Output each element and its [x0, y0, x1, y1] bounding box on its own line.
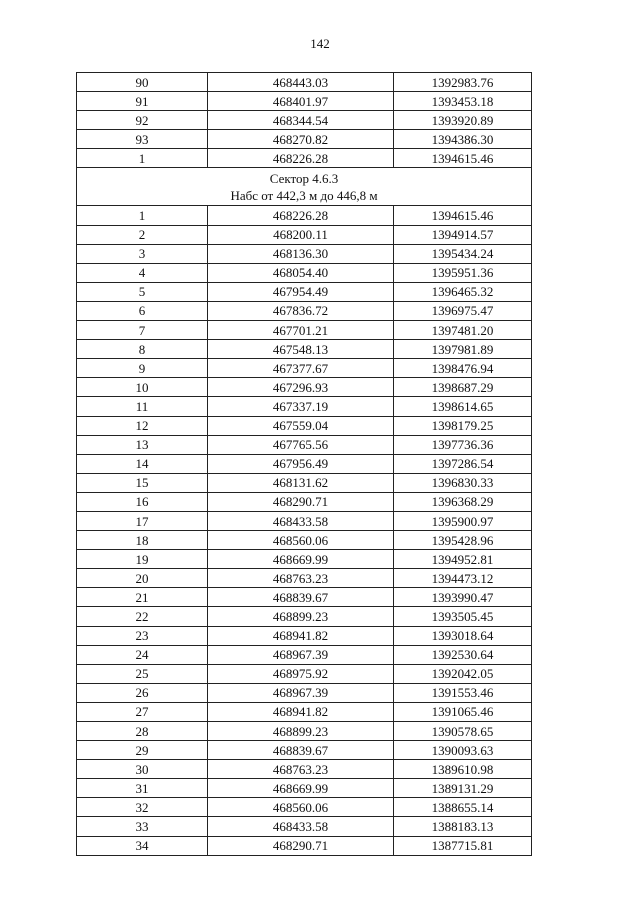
y-coordinate-cell: 1397736.36 [394, 435, 532, 454]
x-coordinate-cell: 468290.71 [208, 492, 394, 511]
table-row [77, 111, 532, 130]
point-number-cell: 6 [77, 301, 208, 320]
x-coordinate-cell: 468560.06 [208, 531, 394, 550]
y-coordinate-cell: 1396975.47 [394, 301, 532, 320]
table-row [77, 607, 532, 626]
y-coordinate-cell: 1395434.24 [394, 244, 532, 263]
point-number-cell: 1 [77, 206, 208, 225]
point-number-cell: 8 [77, 340, 208, 359]
table-row [77, 492, 532, 511]
x-coordinate-cell: 468270.82 [208, 130, 394, 149]
table-row [77, 531, 532, 550]
point-number-cell: 24 [77, 645, 208, 664]
table-row [77, 588, 532, 607]
x-coordinate-cell: 468669.99 [208, 550, 394, 569]
x-coordinate-cell: 468433.58 [208, 817, 394, 836]
table-row [77, 416, 532, 435]
x-coordinate-cell: 468226.28 [208, 149, 394, 168]
x-coordinate-cell: 468899.23 [208, 607, 394, 626]
point-number-cell: 18 [77, 531, 208, 550]
point-number-cell: 2 [77, 225, 208, 244]
y-coordinate-cell: 1397286.54 [394, 454, 532, 473]
x-coordinate-cell: 468560.06 [208, 798, 394, 817]
point-number-cell: 22 [77, 607, 208, 626]
x-coordinate-cell: 467296.93 [208, 378, 394, 397]
x-coordinate-cell: 468443.03 [208, 73, 394, 92]
point-number-cell: 91 [77, 92, 208, 111]
x-coordinate-cell: 468401.97 [208, 92, 394, 111]
y-coordinate-cell: 1394473.12 [394, 569, 532, 588]
point-number-cell: 30 [77, 760, 208, 779]
y-coordinate-cell: 1398614.65 [394, 397, 532, 416]
point-number-cell: 5 [77, 282, 208, 301]
point-number-cell: 16 [77, 492, 208, 511]
table-row [77, 473, 532, 492]
table-row [77, 569, 532, 588]
table-row [77, 225, 532, 244]
point-number-cell: 27 [77, 702, 208, 721]
y-coordinate-cell: 1390093.63 [394, 741, 532, 760]
y-coordinate-cell: 1393920.89 [394, 111, 532, 130]
x-coordinate-cell: 468899.23 [208, 722, 394, 741]
y-coordinate-cell: 1393990.47 [394, 588, 532, 607]
table-row [77, 301, 532, 320]
x-coordinate-cell: 467377.67 [208, 359, 394, 378]
point-number-cell: 31 [77, 779, 208, 798]
x-coordinate-cell: 468967.39 [208, 683, 394, 702]
x-coordinate-cell: 467337.19 [208, 397, 394, 416]
x-coordinate-cell: 468200.11 [208, 225, 394, 244]
point-number-cell: 93 [77, 130, 208, 149]
x-coordinate-cell: 468975.92 [208, 664, 394, 683]
sector-subtitle: Набс от 442,3 м до 446,8 м [230, 188, 378, 204]
table-row [77, 73, 532, 92]
point-number-cell: 13 [77, 435, 208, 454]
y-coordinate-cell: 1392042.05 [394, 664, 532, 683]
point-number-cell: 7 [77, 321, 208, 340]
y-coordinate-cell: 1395428.96 [394, 531, 532, 550]
point-number-cell: 26 [77, 683, 208, 702]
y-coordinate-cell: 1387715.81 [394, 836, 532, 855]
table-row [77, 244, 532, 263]
x-coordinate-cell: 468290.71 [208, 836, 394, 855]
table-row [77, 664, 532, 683]
y-coordinate-cell: 1391065.46 [394, 702, 532, 721]
table-row [77, 550, 532, 569]
x-coordinate-cell: 468941.82 [208, 702, 394, 721]
y-coordinate-cell: 1391553.46 [394, 683, 532, 702]
point-number-cell: 90 [77, 73, 208, 92]
point-number-cell: 12 [77, 416, 208, 435]
y-coordinate-cell: 1392530.64 [394, 645, 532, 664]
table-body-before [77, 73, 532, 168]
point-number-cell: 25 [77, 664, 208, 683]
point-number-cell: 34 [77, 836, 208, 855]
y-coordinate-cell: 1388655.14 [394, 798, 532, 817]
x-coordinate-cell: 468669.99 [208, 779, 394, 798]
y-coordinate-cell: 1396465.32 [394, 282, 532, 301]
point-number-cell: 11 [77, 397, 208, 416]
y-coordinate-cell: 1398179.25 [394, 416, 532, 435]
sector-header-cell [77, 168, 532, 206]
point-number-cell: 3 [77, 244, 208, 263]
table-row [77, 798, 532, 817]
y-coordinate-cell: 1398687.29 [394, 378, 532, 397]
point-number-cell: 19 [77, 550, 208, 569]
x-coordinate-cell: 468054.40 [208, 263, 394, 282]
y-coordinate-cell: 1388183.13 [394, 817, 532, 836]
x-coordinate-cell: 468839.67 [208, 588, 394, 607]
table-row [77, 359, 532, 378]
y-coordinate-cell: 1397981.89 [394, 340, 532, 359]
table-row [77, 645, 532, 664]
table-row [77, 397, 532, 416]
point-number-cell: 92 [77, 111, 208, 130]
point-number-cell: 1 [77, 149, 208, 168]
table-row [77, 817, 532, 836]
table-row [77, 626, 532, 645]
table-row [77, 511, 532, 530]
table-row [77, 779, 532, 798]
table-row [77, 454, 532, 473]
table-row [77, 263, 532, 282]
x-coordinate-cell: 467836.72 [208, 301, 394, 320]
y-coordinate-cell: 1393018.64 [394, 626, 532, 645]
y-coordinate-cell: 1395951.36 [394, 263, 532, 282]
table-row [77, 683, 532, 702]
x-coordinate-cell: 468131.62 [208, 473, 394, 492]
point-number-cell: 32 [77, 798, 208, 817]
table-row [77, 378, 532, 397]
table-row [77, 722, 532, 741]
x-coordinate-cell: 468941.82 [208, 626, 394, 645]
point-number-cell: 33 [77, 817, 208, 836]
point-number-cell: 17 [77, 511, 208, 530]
y-coordinate-cell: 1390578.65 [394, 722, 532, 741]
x-coordinate-cell: 467559.04 [208, 416, 394, 435]
y-coordinate-cell: 1394952.81 [394, 550, 532, 569]
sector-header-group [77, 168, 532, 206]
x-coordinate-cell: 468226.28 [208, 206, 394, 225]
table-row [77, 760, 532, 779]
x-coordinate-cell: 467956.49 [208, 454, 394, 473]
table-row [77, 702, 532, 721]
x-coordinate-cell: 468433.58 [208, 511, 394, 530]
x-coordinate-cell: 468344.54 [208, 111, 394, 130]
table-row [77, 836, 532, 855]
y-coordinate-cell: 1393505.45 [394, 607, 532, 626]
table-row [77, 321, 532, 340]
point-number-cell: 23 [77, 626, 208, 645]
y-coordinate-cell: 1389131.29 [394, 779, 532, 798]
table-body-after [77, 206, 532, 855]
table-row [77, 340, 532, 359]
y-coordinate-cell: 1394914.57 [394, 225, 532, 244]
y-coordinate-cell: 1389610.98 [394, 760, 532, 779]
point-number-cell: 15 [77, 473, 208, 492]
point-number-cell: 4 [77, 263, 208, 282]
sector-header-row [77, 168, 532, 206]
coordinates-table [76, 72, 532, 856]
table-row [77, 149, 532, 168]
y-coordinate-cell: 1396830.33 [394, 473, 532, 492]
y-coordinate-cell: 1394386.30 [394, 130, 532, 149]
x-coordinate-cell: 467954.49 [208, 282, 394, 301]
x-coordinate-cell: 468763.23 [208, 569, 394, 588]
y-coordinate-cell: 1396368.29 [394, 492, 532, 511]
x-coordinate-cell: 468839.67 [208, 741, 394, 760]
table-row [77, 435, 532, 454]
x-coordinate-cell: 467548.13 [208, 340, 394, 359]
y-coordinate-cell: 1397481.20 [394, 321, 532, 340]
table-row [77, 282, 532, 301]
x-coordinate-cell: 468967.39 [208, 645, 394, 664]
y-coordinate-cell: 1392983.76 [394, 73, 532, 92]
point-number-cell: 28 [77, 722, 208, 741]
point-number-cell: 14 [77, 454, 208, 473]
sector-title: Сектор 4.6.3 [269, 171, 339, 187]
y-coordinate-cell: 1394615.46 [394, 149, 532, 168]
y-coordinate-cell: 1395900.97 [394, 511, 532, 530]
table-row [77, 741, 532, 760]
x-coordinate-cell: 467765.56 [208, 435, 394, 454]
y-coordinate-cell: 1393453.18 [394, 92, 532, 111]
table-row [77, 206, 532, 225]
table-row [77, 130, 532, 149]
point-number-cell: 10 [77, 378, 208, 397]
page-number: 142 [310, 36, 330, 51]
y-coordinate-cell: 1394615.46 [394, 206, 532, 225]
x-coordinate-cell: 467701.21 [208, 321, 394, 340]
point-number-cell: 21 [77, 588, 208, 607]
table-row [77, 92, 532, 111]
y-coordinate-cell: 1398476.94 [394, 359, 532, 378]
x-coordinate-cell: 468763.23 [208, 760, 394, 779]
point-number-cell: 20 [77, 569, 208, 588]
x-coordinate-cell: 468136.30 [208, 244, 394, 263]
point-number-cell: 29 [77, 741, 208, 760]
point-number-cell: 9 [77, 359, 208, 378]
